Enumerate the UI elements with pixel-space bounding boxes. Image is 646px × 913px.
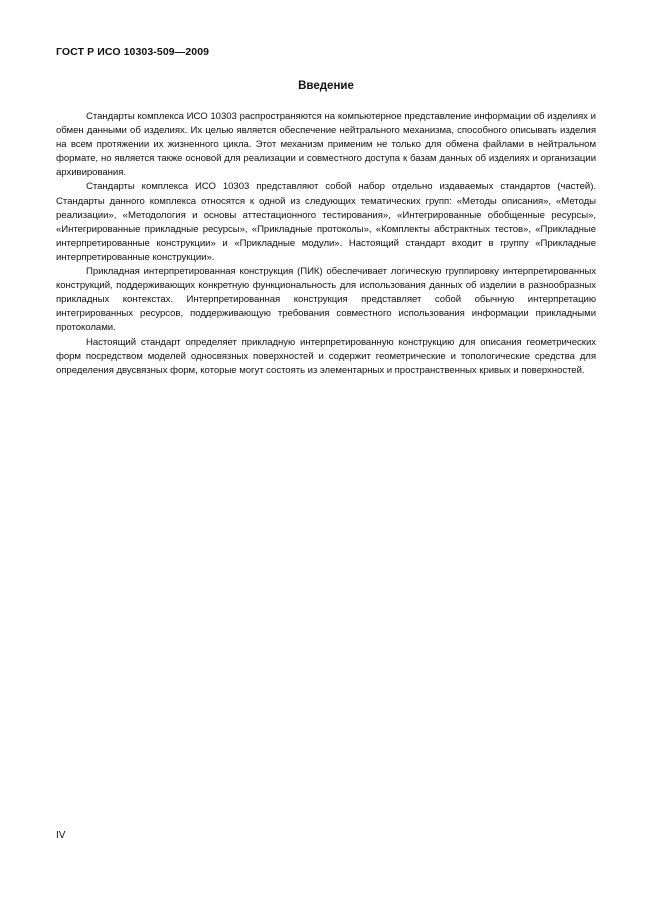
document-header: ГОСТ Р ИСО 10303-509—2009 (56, 46, 210, 58)
section-title: Введение (298, 80, 354, 92)
introduction-body (56, 110, 596, 378)
paragraph-1: Стандарты комплекса ИСО 10303 распространяются на компьютерное представление информации об изделиях и обмен данными об изделиях. Их целью является обеспечение нейтрального механизма, способного описывать изделия на всем протяжении их жизненного цикла. Этот механизм применим не только для обмена файлами в нейтральном формате, но является также основой для реализации и совместного доступа к базам данных об изделиях и организации архивирования. (56, 111, 596, 179)
paragraph-3: Прикладная интерпретированная конструкция (ПИК) обеспечивает логическую группировку интерпретированных конструкций, поддерживающих конкретную функциональность для использования данных об изделии в разнообразных прикладных контекстах. Интерпретированная конструкция представляет собой обычную интерпретацию интегрированных ресурсов, поддерживающую требования совместного использования информации прикладными протоколами. (56, 266, 596, 334)
page-number: IV (56, 830, 66, 841)
paragraph-2: Стандарты комплекса ИСО 10303 представляют собой набор отдельно издаваемых стандартов (частей). Стандарты данного комплекса относятся к одной из следующих тематических групп: «Методы описания», «Методы реализации», «Методология и основы аттестационного тестирования», «Интегрированные обобщенные ресурсы», «Интегрированные прикладные ресурсы», «Прикладные протоколы», «Комплекты абстрактных тестов», «Прикладные интерпретированные конструкции» и «Прикладные модули». Настоящий стандарт входит в группу «Прикладные интерпретированные конструкции». (56, 181, 596, 263)
paragraph-4: Настоящий стандарт определяет прикладную интерпретированную конструкцию для описания геометрических форм посредством моделей односвязных поверхностей и содержит геометрические и топологические средства для определения двусвязных форм, которые могут состоять из элементарных и пространственных кривых и поверхностей. (56, 336, 596, 376)
